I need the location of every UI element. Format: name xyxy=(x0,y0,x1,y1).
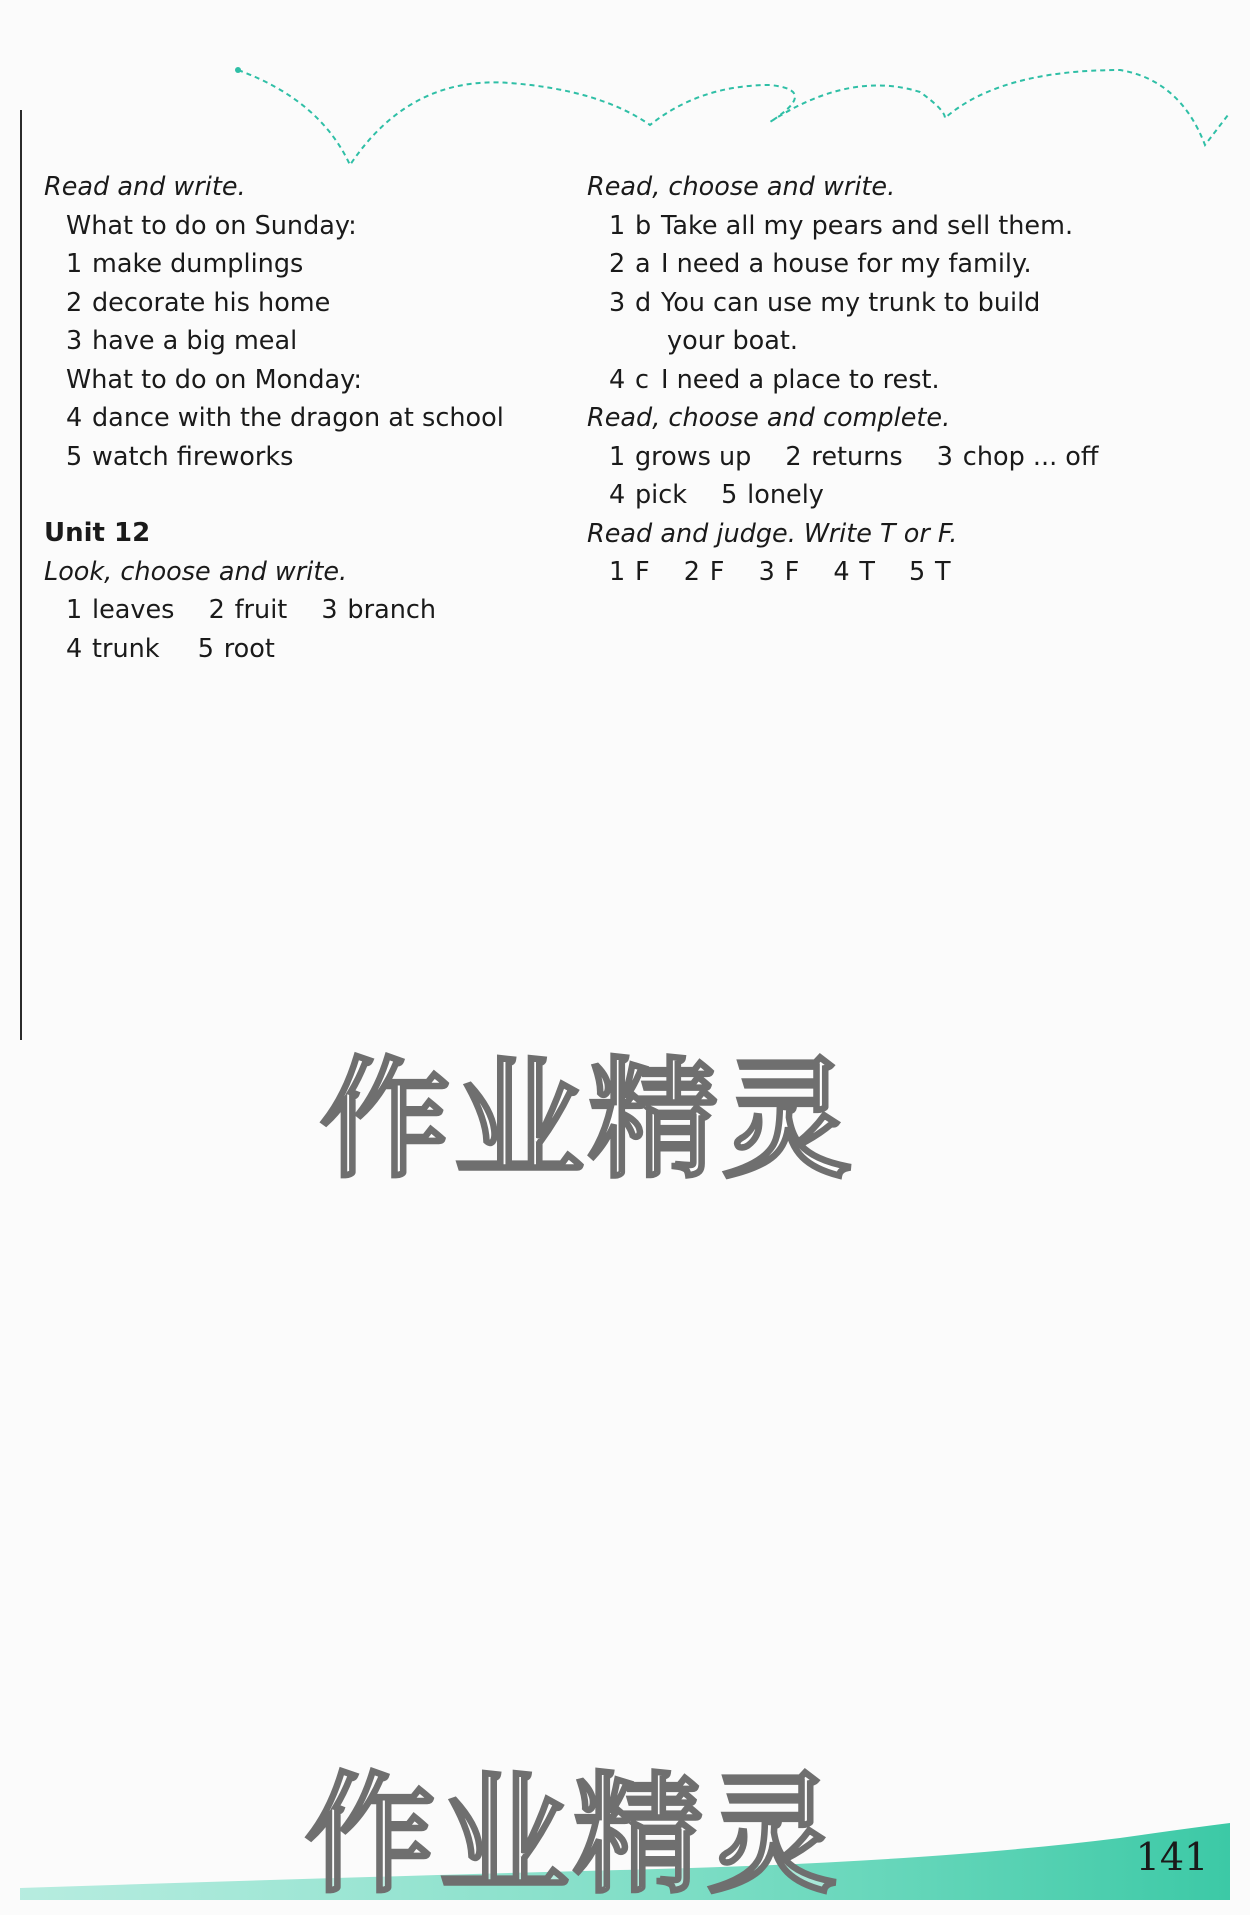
list-item-continuation: your boat. xyxy=(667,326,798,356)
list-item: 3 have a big meal xyxy=(66,326,298,356)
list-item: 1 make dumplings xyxy=(66,249,304,279)
watermark-logo xyxy=(295,1745,855,1910)
list-item: 2 decorate his home xyxy=(66,287,331,318)
answer-row: 1 F 2 F 3 F 4 T 5 T xyxy=(609,557,951,587)
section-heading: Read and judge. Write T or F. xyxy=(587,518,958,549)
left-column xyxy=(44,168,564,668)
list-item: 2 a I need a house for my family. xyxy=(609,249,1032,279)
list-item: 4 c I need a place to rest. xyxy=(609,364,940,395)
sunday-label: What to do on Sunday: xyxy=(66,210,357,241)
section-heading: Read, choose and write. xyxy=(587,172,896,202)
right-column xyxy=(587,168,1187,592)
watermark-logo xyxy=(310,1030,870,1200)
section-heading: Read, choose and complete. xyxy=(587,403,951,433)
answer-row: 1 leaves 2 fruit 3 branch xyxy=(66,595,437,625)
answer-row: 4 pick 5 lonely xyxy=(609,480,824,510)
svg-text:作业精灵: 作业精灵 xyxy=(320,1044,857,1196)
list-item: 5 watch fireworks xyxy=(66,441,294,472)
section-heading: Look, choose and write. xyxy=(44,556,348,587)
section-heading: Read and write. xyxy=(44,172,246,202)
answer-row: 4 trunk 5 root xyxy=(66,633,275,664)
list-item: 4 dance with the dragon at school xyxy=(66,403,504,433)
left-margin-rule xyxy=(20,110,22,1040)
monday-label: What to do on Monday: xyxy=(66,364,362,395)
page-number: 141 xyxy=(1135,1835,1209,1879)
answer-row: 1 grows up 2 returns 3 chop ... off xyxy=(609,441,1099,472)
list-item: 3 d You can use my trunk to build xyxy=(609,287,1041,318)
dashed-wave-decoration xyxy=(0,0,1250,170)
list-item: 1 b Take all my pears and sell them. xyxy=(609,210,1074,241)
svg-text:作业精灵: 作业精灵 xyxy=(305,1759,842,1910)
unit-title: Unit 12 xyxy=(44,518,151,548)
